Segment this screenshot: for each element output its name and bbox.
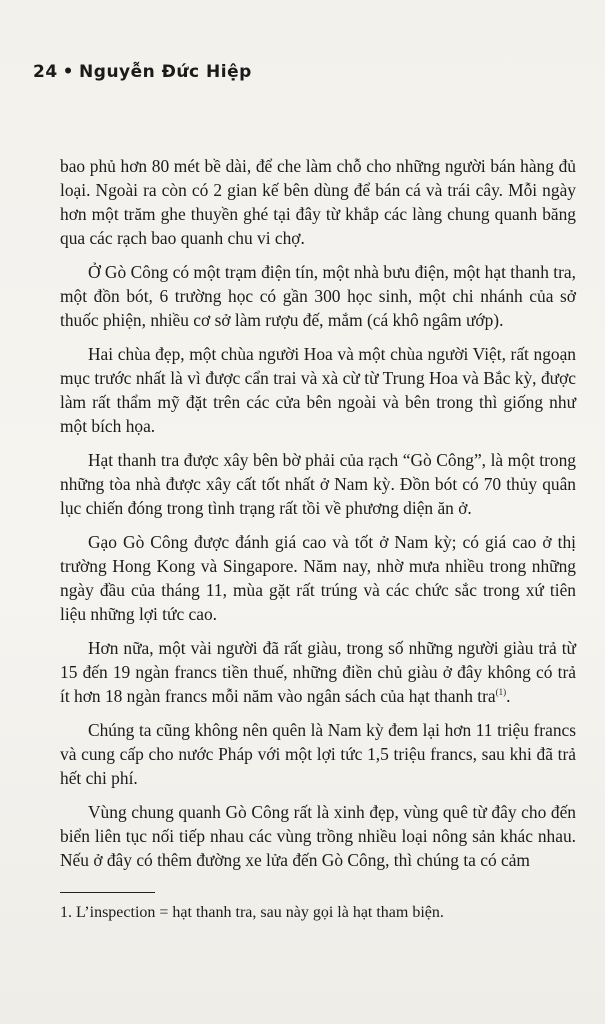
paragraph-revenue: Chúng ta cũng không nên quên là Nam kỳ đem lại hơn 11 triệu francs và cung cấp cho nước Pháp với một lợi tức 1,5 triệu francs, sau khi đã trả hết chi phí. — [60, 720, 576, 788]
header-separator: • — [62, 62, 75, 82]
footnote: 1. L’inspection = hạt thanh tra, sau này gọi là hạt tham biện. — [60, 904, 444, 921]
author-name: Nguyễn Đức Hiệp — [79, 62, 252, 82]
paragraph-wealth: Hơn nữa, một vài người đã rất giàu, trong số những người giàu trả từ 15 đến 19 ngàn francs tiền thuế, những điền chủ giàu ở đây không có trả ít hơn 18 ngàn francs mỗi năm vào ngân sách của hạt thanh tra$^{(1)}$. — [60, 638, 576, 706]
body-text — [60, 154, 576, 882]
footnote-reference: (1) — [495, 687, 507, 698]
paragraph-pagodas: Hai chùa đẹp, một chùa người Hoa và một chùa người Việt, rất ngoạn mục trước nhất là vì được cẩn trai và xà cừ từ Trung Hoa và Bắc kỳ, được làm rất thẩm mỹ đặt trên các cửa bên ngoài và bên trong thì giống như một bích họa. — [60, 344, 576, 436]
footnote-divider — [60, 892, 155, 893]
paragraph-inspection: Hạt thanh tra được xây bên bờ phải của rạch “Gò Công”, là một trong những tòa nhà được xây cất tốt nhất ở Nam kỳ. Đồn bót có 70 thủy quân lục chiến đóng trong tình trạng rất tồi về phương diện ăn ở. — [60, 450, 576, 518]
paragraph-facilities: Ở Gò Công có một trạm điện tín, một nhà bưu điện, một hạt thanh tra, một đồn bót, 6 trường học có gần 300 học sinh, một chi nhánh của sở thuốc phiện, nhiều cơ sở làm rượu đế, mắm (cá khô ngâm ướp). — [60, 262, 576, 330]
paragraph-market: bao phủ hơn 80 mét bề dài, để che làm chỗ cho những người bán hàng đủ loại. Ngoài ra còn có 2 gian kế bên dùng để bán cá và trái cây. Mỗi ngày hơn một trăm ghe thuyền ghé tại đây từ khắp các làng chung quanh băng qua các rạch bao quanh chu vi chợ. — [60, 156, 576, 248]
paragraph-countryside: Vùng chung quanh Gò Công rất là xinh đẹp, vùng quê từ đây cho đến biển liên tục nối tiếp nhau các vùng trồng nhiều loại nông sản khác nhau. Nếu ở đây có thêm đường xe lửa đến Gò Công, thì chúng ta có cảm — [60, 802, 576, 870]
page-number: 24 — [33, 62, 58, 82]
paragraph-wealth-text: Hơn nữa, một vài người đã rất giàu, trong số những người giàu trả từ 15 đến 19 ngàn francs tiền thuế, những điền chủ giàu ở đây không có trả ít hơn 18 ngàn francs mỗi năm vào ngân sách của hạt thanh tra — [60, 638, 576, 706]
paragraph-rice: Gạo Gò Công được đánh giá cao và tốt ở Nam kỳ; có giá cao ở thị trường Hong Kong và Singapore. Năm nay, nhờ mưa nhiều trong những ngày đầu của tháng 11, mùa gặt rất trúng và các chức sắc trong xứ tiên liệu những lợi tức cao. — [60, 532, 576, 624]
running-head — [33, 62, 252, 82]
